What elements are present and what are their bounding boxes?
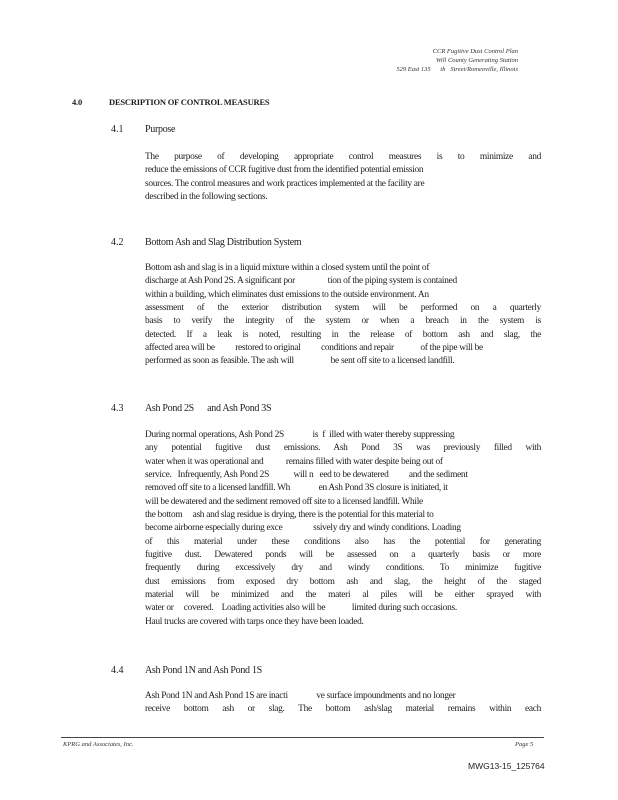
- paragraph-line: detected. If a leak is noted, resulting in the release of bottom ash and slag, the: [145, 329, 541, 340]
- paragraph-line: removed off site to a licensed landfill. Wh en Ash Pond 3S closure is initiated, it: [145, 483, 448, 494]
- subsection-paragraph: [145, 262, 541, 369]
- footer-company: KPRG and Associates, Inc.: [63, 741, 134, 748]
- paragraph-line: water or covered. Loading activities also will be limited during such occasions.: [145, 603, 457, 614]
- paragraph-line: sources. The control measures and work practices implemented at the facility are: [145, 178, 425, 189]
- header-block: [396, 47, 518, 74]
- footer-rule: [61, 737, 544, 738]
- section-title: DESCRIPTION OF CONTROL MEASURES: [109, 97, 270, 107]
- subsection-number: 4.4: [111, 665, 124, 676]
- paragraph-line: discharge at Ash Pond 2S. A significant por tion of the piping system is contained: [145, 276, 457, 287]
- subsection-paragraph: [145, 429, 541, 629]
- paragraph-line: within a building, which eliminates dust emissions to the outside environment. An: [145, 289, 429, 300]
- footer-page-number: Page 5: [515, 741, 534, 748]
- paragraph-line: described in the following sections.: [145, 192, 268, 203]
- paragraph-line: The purpose of developing appropriate control measures is to minimize and: [145, 152, 541, 162]
- subsection-title: Bottom Ash and Slag Distribution System: [145, 237, 302, 248]
- subsection-title: Ash Pond 1N and Ash Pond 1S: [145, 665, 262, 676]
- paragraph-line: Bottom ash and slag is in a liquid mixture within a closed system until the point of: [145, 263, 430, 273]
- paragraph-line: fugitive dust. Dewatered ponds will be assessed on a quarterly basis or more: [145, 550, 541, 561]
- paragraph-line: assessment of the exterior distribution system will be performed on a quarterly: [145, 303, 541, 314]
- paragraph-line: dust emissions from exposed dry bottom ash and slag, the height of the staged: [145, 576, 541, 587]
- paragraph-line: material will be minimized and the materi al piles will be either sprayed with: [145, 590, 541, 601]
- paragraph-line: become airborne especially during exce ssively dry and windy conditions. Loading: [145, 523, 461, 534]
- subsection-paragraph: [145, 690, 541, 717]
- subsection-number: 4.2: [111, 237, 124, 248]
- header-station-name: Will County Generating Station: [435, 57, 518, 64]
- paragraph-line: service. Infrequently, Ash Pond 2S will n eed to be dewatered and the sediment: [145, 470, 468, 481]
- paragraph-line: performed as soon as feasible. The ash will be sent off site to a licensed landfill.: [145, 356, 455, 367]
- paragraph-line: receive bottom ash or slag. The bottom ash/slag material remains within each: [145, 704, 541, 715]
- paragraph-line: basis to verify the integrity of the system or when a breach in the system is: [145, 316, 541, 327]
- subsection-number: 4.3: [111, 403, 124, 414]
- paragraph-line: During normal operations, Ash Pond 2S is f illed with water thereby suppressing: [145, 430, 455, 440]
- paragraph-line: Haul trucks are covered with tarps once they have been loaded.: [145, 616, 364, 627]
- paragraph-line: water when it was operational and remains filled with water despite being out of: [145, 456, 443, 467]
- paragraph-line: the bottom ash and slag residue is drying, there is the potential for this material to: [145, 510, 434, 521]
- paragraph-line: any potential fugitive dust emissions. Ash Pond 3S was previously filled with: [145, 443, 541, 454]
- paragraph-line: affected area will be restored to original conditions and repair of the pipe will be: [145, 343, 483, 354]
- header-address: 529 East 135 th Street/Romeoville, Illinois: [396, 66, 518, 73]
- paragraph-line: will be dewatered and the sediment removed off site to a licensed landfill. While: [145, 496, 423, 507]
- subsection-title: Ash Pond 2S and Ash Pond 3S: [145, 403, 272, 414]
- subsection-title: Purpose: [145, 124, 176, 135]
- section-number: 4.0: [72, 97, 83, 107]
- paragraph-line: reduce the emissions of CCR fugitive dust from the identified potential emission: [145, 165, 424, 176]
- header-plan-title: CCR Fugitive Dust Control Plan: [432, 48, 518, 55]
- paragraph-line: Ash Pond 1N and Ash Pond 1S are inacti ve surface impoundments and no longer: [145, 691, 456, 701]
- paragraph-line: of this material under these conditions also has the potential for generating: [145, 536, 541, 547]
- subsection-number: 4.1: [111, 124, 124, 135]
- paragraph-line: frequently during excessively dry and windy conditions. To minimize fugitive: [145, 563, 541, 574]
- document-id: MWG13-15_125764: [468, 761, 545, 771]
- subsection-paragraph: [145, 151, 541, 204]
